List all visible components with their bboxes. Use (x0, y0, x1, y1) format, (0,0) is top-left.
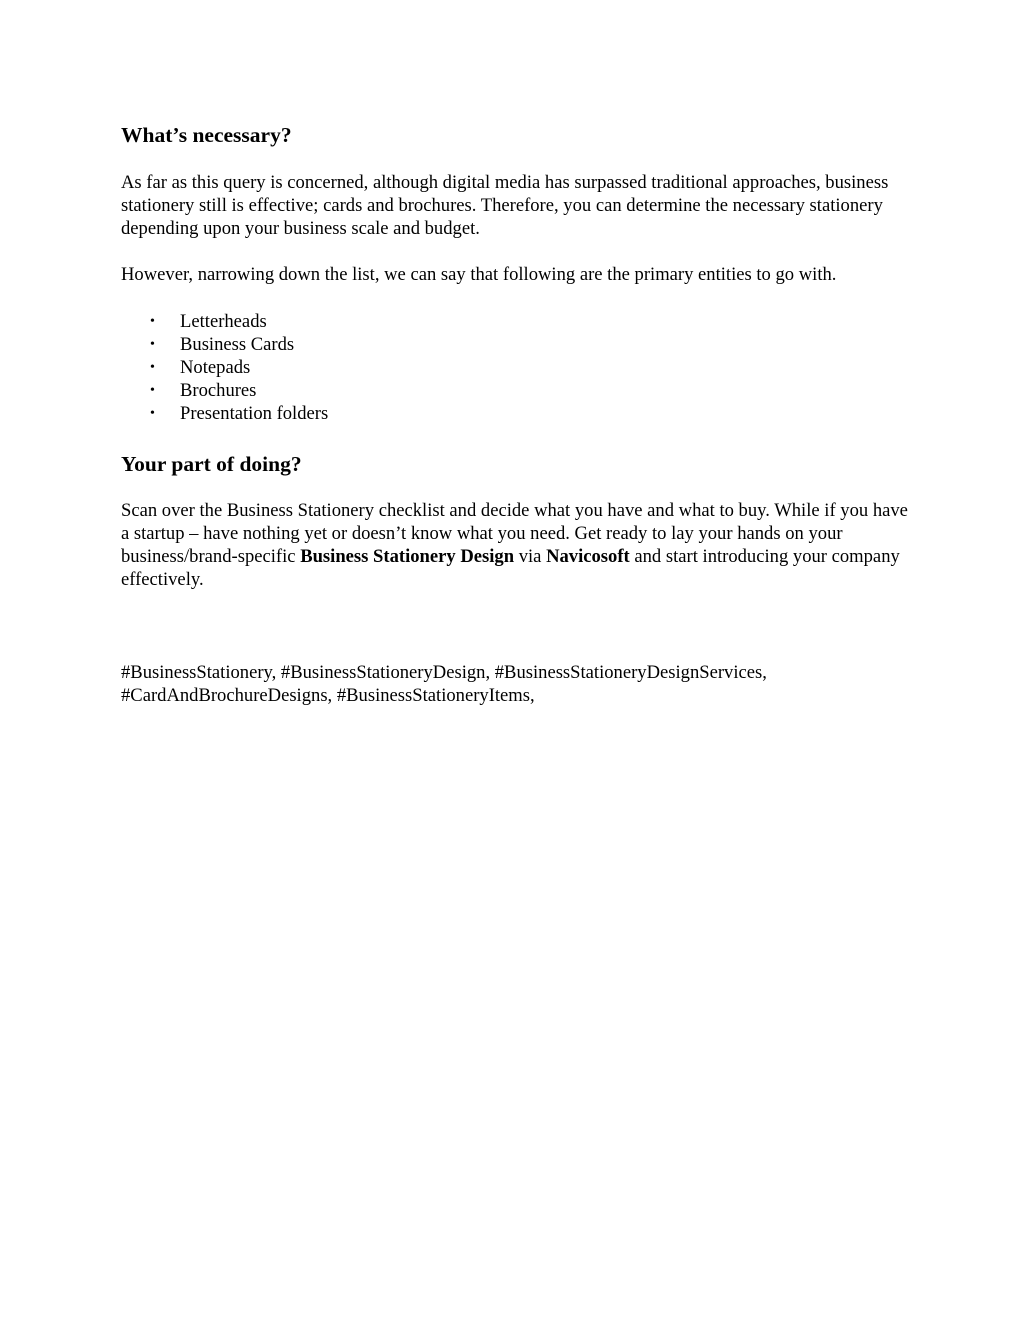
list-item-label: Notepads (180, 357, 251, 379)
list-item (121, 310, 328, 333)
bullet-icon: • (150, 337, 155, 353)
bullet-icon: • (150, 314, 155, 329)
paragraph-text: and start introducing your company effectively. (121, 546, 900, 591)
list-item (121, 356, 328, 379)
bullet-icon: • (150, 406, 155, 422)
call-to-action-paragraph (121, 499, 911, 591)
list-item (121, 333, 328, 356)
stationery-bullet-list (121, 310, 328, 425)
bullet-icon: • (150, 360, 155, 376)
list-item-label: Business Cards (180, 334, 295, 356)
list-item (121, 379, 328, 402)
list-item (121, 402, 328, 425)
section-heading-whats-necessary: What’s necessary? (121, 123, 292, 147)
bold-service-name: Business Stationery Design (300, 546, 515, 568)
list-intro-paragraph: However, narrowing down the list, we can say that following are the primary entities to go with. (121, 264, 837, 285)
bold-company-name: Navicosoft (546, 546, 630, 568)
list-item-label: Brochures (180, 380, 257, 402)
paragraph-text: via (514, 546, 547, 568)
list-item-label: Presentation folders (180, 403, 329, 425)
section-heading-your-part: Your part of doing? (121, 452, 302, 476)
paragraph-text: Scan over the Business Stationery checklist and decide what you have and what to buy. While if you have a startup – have nothing yet or doesn’t know what you need. Get ready to lay your hands on your business/brand-specific (121, 500, 908, 568)
hashtags-line: #BusinessStationery, #BusinessStationeryDesign, #BusinessStationeryDesignServices, #CardAndBrochureDesigns, #BusinessStationeryItems, (121, 662, 767, 707)
bullet-icon: • (150, 383, 155, 399)
list-item-label: Letterheads (180, 311, 267, 332)
intro-paragraph: As far as this query is concerned, although digital media has surpassed traditional approaches, business stationery still is effective; cards and brochures. Therefore, you can determine the necessary stationery depending upon your business scale and budget. (121, 172, 889, 240)
